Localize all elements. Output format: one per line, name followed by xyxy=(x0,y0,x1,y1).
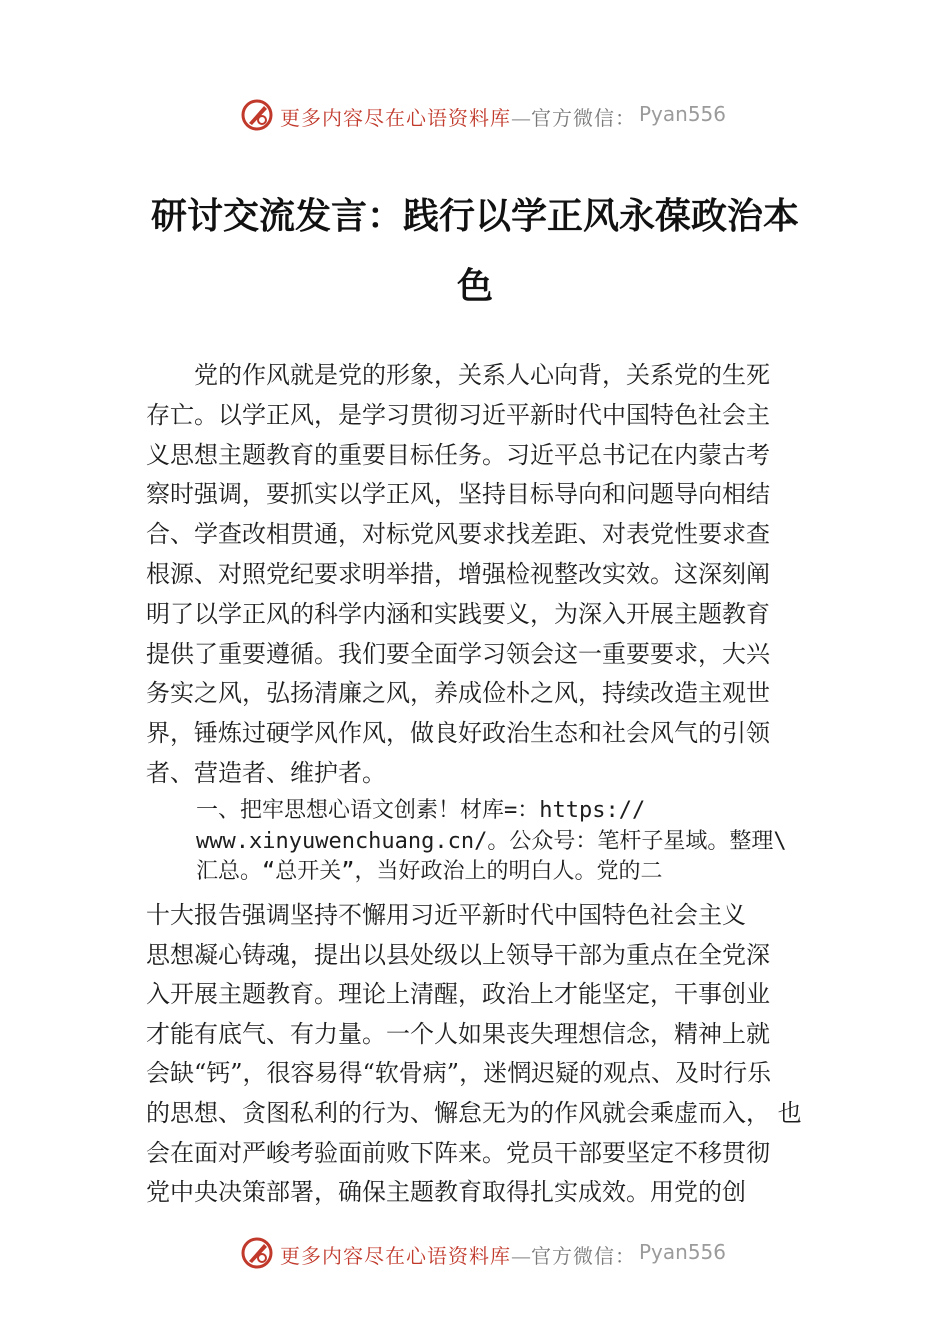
footer-banner xyxy=(0,1234,950,1274)
paragraph1-line: 界，锤炼过硬学风作风，做良好政治生态和社会风气的引领 xyxy=(146,719,770,748)
document-title-line-1: 研讨交流发言：践行以学正风永葆政治本 xyxy=(150,195,799,237)
paragraph2-line: 十大报告强调坚持不懈用习近平新时代中国特色社会主义 xyxy=(146,901,746,929)
banner-account: Pyan556 xyxy=(639,1240,727,1264)
paragraph1-line: 合、学查改相贯通，对标党风要求找差距、对表党性要求查 xyxy=(146,520,770,549)
paragraph1-line: 明了以学正风的科学内涵和实践要义，为深入开展主题教育 xyxy=(146,599,770,628)
banner-wechat-label: 官方微信： xyxy=(531,1244,636,1268)
paragraph2-line: 入开展主题教育。理论上清醒，政治上才能坚定，干事创业 xyxy=(146,980,770,1009)
paragraph1-line: 者、营造者、维护者。 xyxy=(146,759,386,787)
banner-wechat-label: 官方微信： xyxy=(531,106,636,130)
banner-dash: — xyxy=(511,1244,531,1268)
banner-dash: — xyxy=(511,106,531,130)
document-title-line-2: 色 xyxy=(456,265,493,307)
pen-logo-icon xyxy=(240,98,274,132)
banner-library-name: 更多内容尽在心语资料库 xyxy=(280,1244,511,1268)
paragraph2-line: 的思想、贪图私利的行为、懈怠无为的作风就会乘虚而入， 也 xyxy=(146,1099,802,1127)
banner-library-name: 更多内容尽在心语资料库 xyxy=(280,106,511,130)
paragraph2-line: 会缺“钙”，很容易得“软骨病”，迷惘迟疑的观点、及时行乐 xyxy=(146,1059,772,1088)
banner-text xyxy=(280,102,636,131)
paragraph2-line: 党中央决策部署，确保主题教育取得扎实成效。用党的创 xyxy=(146,1178,746,1207)
paragraph1-line: 根源、对照党纪要求明举措，增强检视整改实效。这深刻阐 xyxy=(146,560,770,588)
pen-logo-icon xyxy=(240,1236,274,1270)
paragraph2-line: 思想凝心铸魂，提出以县处级以上领导干部为重点在全党深 xyxy=(146,940,770,969)
paragraph1-line: 务实之风，弘扬清廉之风，养成俭朴之风，持续改造主观世 xyxy=(146,679,770,708)
header-banner xyxy=(0,96,950,136)
banner-account: Pyan556 xyxy=(639,102,727,126)
section1-line: www.xinyuwenchuang.cn/。公众号：笔杆子星域。整理\ xyxy=(196,828,787,854)
banner-text xyxy=(280,1240,636,1269)
paragraph2-line: 才能有底气、有力量。一个人如果丧失理想信念，精神上就 xyxy=(146,1019,770,1048)
section1-line: 汇总。“总开关”，当好政治上的明白人。党的二 xyxy=(196,859,663,884)
paragraph1-line: 察时强调，要抓实以学正风，坚持目标导向和问题导向相结 xyxy=(146,480,770,509)
paragraph1-line: 提供了重要遵循。我们要全面学习领会这一重要要求，大兴 xyxy=(146,639,770,668)
paragraph1-line: 党的作风就是党的形象，关系人心向背，关系党的生死 xyxy=(146,361,770,389)
paragraph2-line: 会在面对严峻考验面前败下阵来。党员干部要坚定不移贯彻 xyxy=(146,1138,770,1167)
paragraph1-line: 义思想主题教育的重要目标任务。习近平总书记在内蒙古考 xyxy=(146,440,770,469)
paragraph1-line: 存亡。以学正风，是学习贯彻习近平新时代中国特色社会主 xyxy=(146,400,770,429)
section1-line: 一、把牢思想心语文创素！材库=：https:// xyxy=(196,798,646,823)
